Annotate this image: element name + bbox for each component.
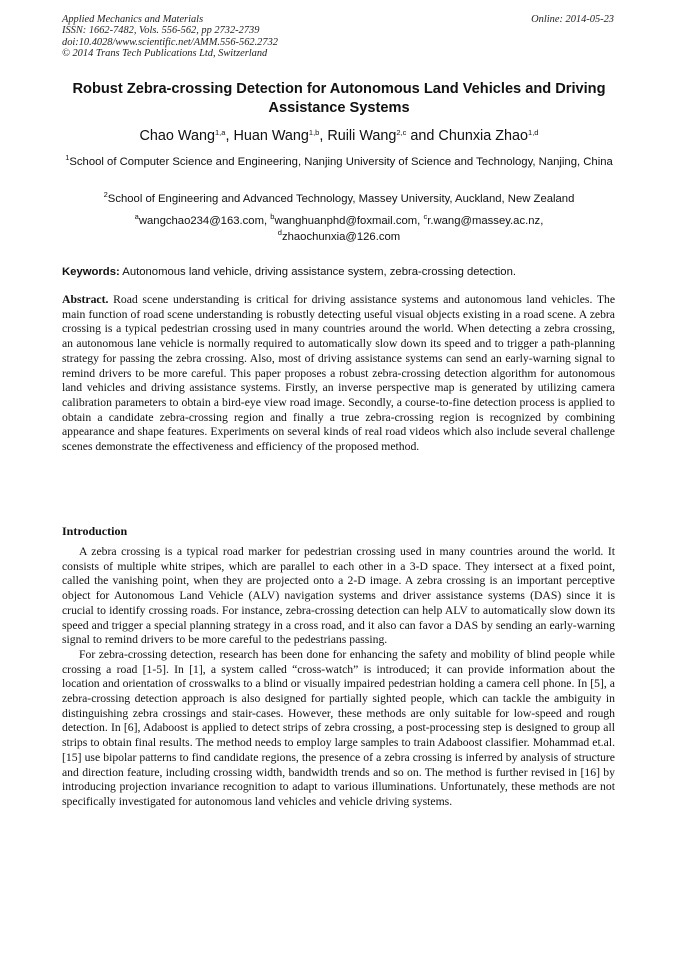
author-sup: 1,d [528, 128, 539, 137]
affiliation-text: School of Engineering and Advanced Technology, Massey University, Auckland, New Zealand [107, 193, 575, 205]
paragraph: For zebra-crossing detection, research has been done for enhancing the safety and mobility of blind people while crossing a road [1-5]. In [1], a system called “cross-watch” is introduced; it can provide information about the location and orientation of crosswalks to a blind or visually impaired pedestrian holding a camera cell phone. In [5], a zebra-crossing detection approach is also designed for partially sighted people, which can tackle the ambiguity in distinguishing zebra crossings and stair-cases. However, these methods are only suitable for low-speed and rough detection. In [6], Adaboost is applied to detect strips of zebra crossing, a post-processing step is designed to group all strips to obtain final results. The method needs to employ large samples to train Adaboost classifier. Mohammad et.al. [15] use bipolar patterns to find candidate regions, the presence of a zebra crossing is inferred by analysis of structure and direction feature, including crossing width, bandwidth trends and so on. The method is further revised in [16] by introducing projection invariance recognition to adapt to various illuminations. Unfortunately, these methods are not specifically investigated for autonomous land vehicles and vehicle driving systems. [62, 647, 615, 808]
author-name: Chao Wang [139, 128, 215, 144]
author-separator: , [225, 128, 234, 144]
email-address[interactable]: wangchao234@163.com [138, 215, 264, 227]
introduction-body [62, 545, 615, 810]
email-sup: c [423, 212, 428, 221]
online-date: Online: 2014-05-23 [531, 14, 614, 25]
author-sup: 1,a [215, 128, 226, 137]
email-address[interactable]: r.wang@massey.ac.nz [427, 215, 541, 227]
paragraph: A zebra crossing is a typical road marker for pedestrian crossing used in many countries around the world. It consists of multiple white stripes, which are parallel to each other in a 3-D space. They intersect at a fixed point, called the vanishing point, when they are projected onto a 2-D image. A zebra crossing is an important perceptive object for Autonomous Land Vehicle (ALV) navigation systems and driver assistance systems (DAS) since it is crucial to identify crossing roads. For instance, zebra-crossing detection can help ALV to automatically slow down its speed and trigger a special planning strategy in a cross road, and it also can favor a DAS by sending an early-warning signal to remind drivers to be more careful to the pedestrians passing. [62, 545, 615, 647]
keywords [62, 265, 616, 280]
journal-name: Applied Mechanics and Materials [62, 14, 204, 25]
abstract [62, 293, 615, 455]
section-heading-introduction: Introduction [62, 524, 128, 538]
email-list: $^a$wangchao234@163.com, $^b$wanghuanphd@foxmail.com, $^c$r.wang@massey.ac.nz, $^d$zhaochunxia@126.com [134, 212, 544, 243]
email-sup: d [277, 227, 282, 237]
email-address[interactable]: zhaochunxia@126.com [281, 230, 401, 243]
author-name: Chunxia Zhao [438, 128, 529, 144]
affiliation-sup: 1 [65, 153, 70, 162]
author-separator: and [406, 128, 439, 144]
email-sup: a [134, 212, 139, 221]
affiliation-text: School of Computer Science and Engineering, Nanjing University of Science and Technology, Nanjing, China [69, 156, 613, 168]
copyright-line: © 2014 Trans Tech Publications Ltd, Switzerland [62, 47, 268, 59]
author-name: Huan Wang [233, 128, 309, 144]
paper-title: Robust Zebra-crossing Detection for Autonomous Land Vehicles and Driving Assistance Systems [72, 81, 606, 116]
abstract-label: Abstract. [62, 293, 109, 306]
affiliation-1 [62, 155, 616, 171]
issn-line: ISSN: 1662-7482, Vols. 556-562, pp 2732-2739 [62, 25, 260, 37]
author-sup: 2,c [396, 128, 407, 137]
doi-line: doi:10.4028/www.scientific.net/AMM.556-562.2732 [62, 36, 278, 48]
journal-header [62, 14, 614, 59]
author-list [40, 127, 638, 145]
affiliation-sup: 2 [103, 190, 108, 199]
email-sup: b [270, 212, 275, 221]
abstract-text: Road scene understanding is critical for driving assistance systems and autonomous land vehicles. The main function of road scene understanding is robustly detecting useful visual objects existing in a road scene. A zebra crossing is a typical pedestrian crossing used in many countries around the world. When detecting a zebra crossing, an autonomous lane vehicle is normally required to automatically slow down its speed and to trigger a path-planning strategy for passing the zebra crossing. Also, most of driving assistance systems can send an early-warning signal to remind drivers to be more careful. This paper proposes a robust zebra-crossing detection algorithm for autonomous land vehicles and driving assistance systems. Firstly, an inverse perspective map is generated by utilizing camera calibration parameters to obtain a bird-eye view road image. Secondly, a course-to-fine detection process is applied to obtain a candidate zebra-crossing region and finally a true zebra-crossing region is recognized by combining appearance and shape features. Experiments on several kinds of real road videos which also include several challenge scenes demonstrate the effectiveness and efficiency of the proposed method. [62, 293, 616, 454]
author-name: Ruili Wang [327, 128, 397, 144]
affiliation-2 [62, 192, 616, 208]
author-separator: , [319, 128, 328, 144]
email-address[interactable]: wanghuanphd@foxmail.com [274, 215, 418, 227]
keywords-label: Keywords: [62, 266, 120, 278]
keywords-text: Autonomous land vehicle, driving assistance system, zebra-crossing detection. [122, 266, 516, 278]
author-sup: 1,b [308, 128, 320, 137]
